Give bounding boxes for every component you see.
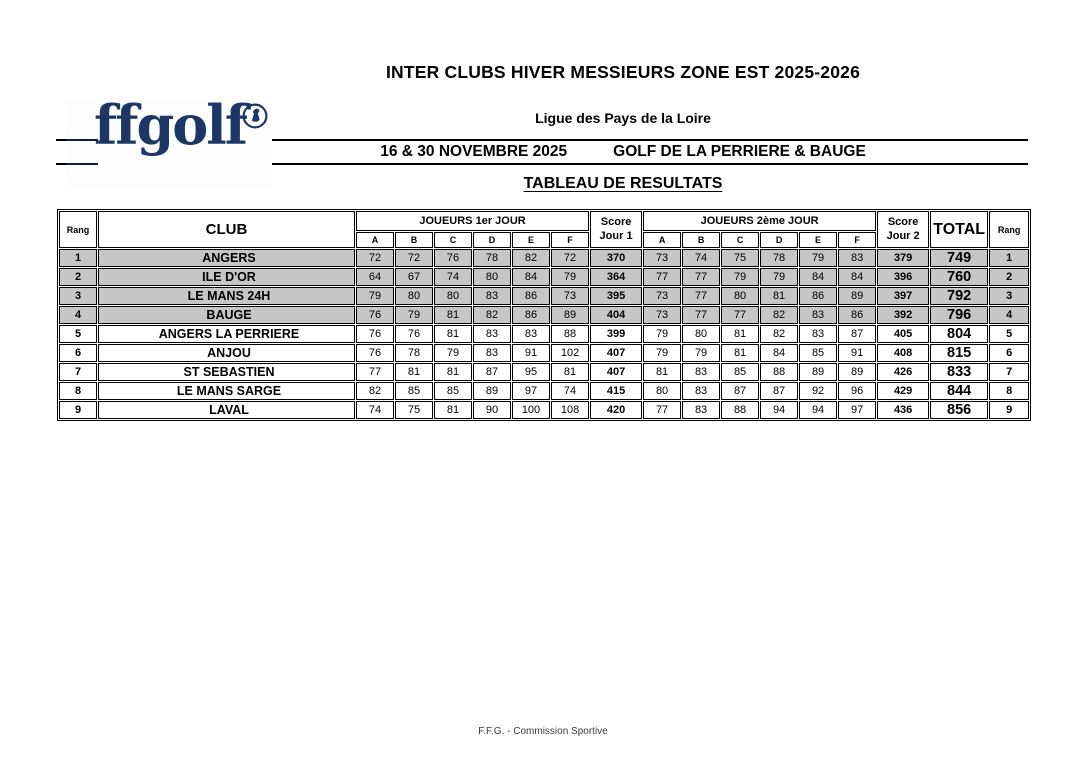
cell-day1-player-b: 72 bbox=[395, 249, 433, 267]
cell-day2-player-e: 89 bbox=[799, 363, 837, 381]
header-club: CLUB bbox=[98, 211, 355, 248]
cell-total: 833 bbox=[930, 363, 988, 381]
cell-day1-player-b: 76 bbox=[395, 325, 433, 343]
cell-score-day1: 370 bbox=[590, 249, 642, 267]
cell-day1-player-d: 82 bbox=[473, 306, 511, 324]
cell-day2-player-d: 84 bbox=[760, 344, 798, 362]
cell-day1-player-b: 85 bbox=[395, 382, 433, 400]
cell-rank: 8 bbox=[59, 382, 97, 400]
cell-day2-player-f: 86 bbox=[838, 306, 876, 324]
cell-day1-player-a: 72 bbox=[356, 249, 394, 267]
cell-day1-player-b: 81 bbox=[395, 363, 433, 381]
cell-day1-player-a: 64 bbox=[356, 268, 394, 286]
cell-rank: 4 bbox=[59, 306, 97, 324]
cell-day2-player-f: 84 bbox=[838, 268, 876, 286]
cell-day1-player-e: 100 bbox=[512, 401, 550, 419]
cell-total: 796 bbox=[930, 306, 988, 324]
cell-rank: 3 bbox=[59, 287, 97, 305]
cell-club-name: ST SEBASTIEN bbox=[98, 363, 355, 381]
cell-day1-player-c: 76 bbox=[434, 249, 472, 267]
cell-day2-player-a: 81 bbox=[643, 363, 681, 381]
cell-day1-player-d: 83 bbox=[473, 325, 511, 343]
cell-day2-player-a: 73 bbox=[643, 306, 681, 324]
cell-day1-player-a: 76 bbox=[356, 344, 394, 362]
cell-day2-player-d: 82 bbox=[760, 325, 798, 343]
cell-score-day1: 364 bbox=[590, 268, 642, 286]
cell-score-day2: 396 bbox=[877, 268, 929, 286]
cell-day2-player-c: 75 bbox=[721, 249, 759, 267]
cell-day1-player-e: 86 bbox=[512, 306, 550, 324]
cell-day2-player-c: 79 bbox=[721, 268, 759, 286]
cell-score-day2: 426 bbox=[877, 363, 929, 381]
cell-day1-player-f: 73 bbox=[551, 287, 589, 305]
cell-day2-player-d: 88 bbox=[760, 363, 798, 381]
cell-rank: 2 bbox=[59, 268, 97, 286]
cell-day2-player-d: 81 bbox=[760, 287, 798, 305]
cell-day2-player-d: 78 bbox=[760, 249, 798, 267]
registered-rooster-icon bbox=[242, 103, 268, 129]
cell-day2-player-f: 97 bbox=[838, 401, 876, 419]
cell-club-name: BAUGE bbox=[98, 306, 355, 324]
cell-rank-right: 2 bbox=[989, 268, 1029, 286]
ffgolf-logo-text: ffgolf bbox=[94, 93, 246, 157]
cell-total: 792 bbox=[930, 287, 988, 305]
cell-day2-player-c: 81 bbox=[721, 325, 759, 343]
cell-club-name: LE MANS 24H bbox=[98, 287, 355, 305]
event-venue: GOLF DE LA PERRIERE & BAUGE bbox=[613, 143, 866, 160]
cell-total: 749 bbox=[930, 249, 988, 267]
cell-total: 804 bbox=[930, 325, 988, 343]
cell-day2-player-b: 74 bbox=[682, 249, 720, 267]
cell-score-day1: 415 bbox=[590, 382, 642, 400]
cell-day2-player-d: 94 bbox=[760, 401, 798, 419]
cell-day2-player-d: 82 bbox=[760, 306, 798, 324]
cell-total: 856 bbox=[930, 401, 988, 419]
cell-day2-player-b: 77 bbox=[682, 306, 720, 324]
cell-day1-player-a: 74 bbox=[356, 401, 394, 419]
cell-club-name: LE MANS SARGE bbox=[98, 382, 355, 400]
cell-day2-player-a: 80 bbox=[643, 382, 681, 400]
table-row bbox=[59, 287, 1029, 305]
cell-day1-player-c: 79 bbox=[434, 344, 472, 362]
header-day2-group: JOUEURS 2ème JOUR bbox=[643, 211, 876, 231]
cell-day1-player-f: 108 bbox=[551, 401, 589, 419]
cell-club-name: LAVAL bbox=[98, 401, 355, 419]
cell-day1-player-f: 102 bbox=[551, 344, 589, 362]
table-row bbox=[59, 325, 1029, 343]
logo-line-decoration bbox=[66, 163, 98, 165]
cell-day1-player-c: 74 bbox=[434, 268, 472, 286]
cell-day2-player-e: 94 bbox=[799, 401, 837, 419]
cell-score-day1: 407 bbox=[590, 344, 642, 362]
cell-score-day2: 429 bbox=[877, 382, 929, 400]
cell-day2-player-c: 85 bbox=[721, 363, 759, 381]
cell-day1-player-e: 97 bbox=[512, 382, 550, 400]
cell-score-day1: 404 bbox=[590, 306, 642, 324]
cell-day1-player-d: 90 bbox=[473, 401, 511, 419]
results-tbody bbox=[59, 249, 1029, 419]
cell-day1-player-a: 79 bbox=[356, 287, 394, 305]
cell-day1-player-f: 79 bbox=[551, 268, 589, 286]
cell-day2-player-a: 73 bbox=[643, 249, 681, 267]
cell-day1-player-e: 95 bbox=[512, 363, 550, 381]
league-subtitle: Ligue des Pays de la Loire bbox=[535, 110, 711, 126]
cell-day2-player-e: 83 bbox=[799, 306, 837, 324]
cell-day2-player-c: 88 bbox=[721, 401, 759, 419]
header-player-d2: D bbox=[760, 232, 798, 248]
cell-day1-player-c: 81 bbox=[434, 325, 472, 343]
cell-day1-player-d: 83 bbox=[473, 287, 511, 305]
cell-rank: 1 bbox=[59, 249, 97, 267]
cell-rank-right: 1 bbox=[989, 249, 1029, 267]
cell-score-day2: 408 bbox=[877, 344, 929, 362]
cell-score-day1: 395 bbox=[590, 287, 642, 305]
cell-rank-right: 4 bbox=[989, 306, 1029, 324]
table-row bbox=[59, 306, 1029, 324]
cell-total: 815 bbox=[930, 344, 988, 362]
cell-score-day2: 392 bbox=[877, 306, 929, 324]
cell-rank-right: 8 bbox=[989, 382, 1029, 400]
cell-day1-player-a: 82 bbox=[356, 382, 394, 400]
cell-day2-player-f: 96 bbox=[838, 382, 876, 400]
header-player-a2: A bbox=[643, 232, 681, 248]
cell-day2-player-b: 83 bbox=[682, 401, 720, 419]
cell-day2-player-a: 77 bbox=[643, 268, 681, 286]
cell-day2-player-f: 89 bbox=[838, 287, 876, 305]
cell-total: 844 bbox=[930, 382, 988, 400]
cell-day2-player-c: 77 bbox=[721, 306, 759, 324]
cell-club-name: ANGERS LA PERRIERE bbox=[98, 325, 355, 343]
cell-day2-player-f: 89 bbox=[838, 363, 876, 381]
header-player-d1: D bbox=[473, 232, 511, 248]
cell-day1-player-b: 67 bbox=[395, 268, 433, 286]
cell-day2-player-d: 87 bbox=[760, 382, 798, 400]
cell-score-day2: 436 bbox=[877, 401, 929, 419]
cell-day2-player-e: 85 bbox=[799, 344, 837, 362]
cell-day1-player-b: 78 bbox=[395, 344, 433, 362]
cell-day2-player-a: 73 bbox=[643, 287, 681, 305]
cell-day1-player-d: 87 bbox=[473, 363, 511, 381]
cell-rank: 6 bbox=[59, 344, 97, 362]
cell-day1-player-a: 76 bbox=[356, 325, 394, 343]
cell-day2-player-a: 79 bbox=[643, 344, 681, 362]
table-row bbox=[59, 401, 1029, 419]
cell-day2-player-c: 87 bbox=[721, 382, 759, 400]
cell-day1-player-e: 91 bbox=[512, 344, 550, 362]
cell-day1-player-f: 74 bbox=[551, 382, 589, 400]
cell-day2-player-b: 77 bbox=[682, 268, 720, 286]
cell-day1-player-f: 89 bbox=[551, 306, 589, 324]
cell-day1-player-c: 81 bbox=[434, 363, 472, 381]
cell-day2-player-e: 84 bbox=[799, 268, 837, 286]
results-table bbox=[57, 209, 1031, 421]
cell-day1-player-d: 80 bbox=[473, 268, 511, 286]
cell-day1-player-d: 89 bbox=[473, 382, 511, 400]
footer-text: F.F.G. - Commission Sportive bbox=[478, 726, 608, 737]
table-row bbox=[59, 344, 1029, 362]
cell-day2-player-a: 79 bbox=[643, 325, 681, 343]
header-player-a1: A bbox=[356, 232, 394, 248]
cell-club-name: ANGERS bbox=[98, 249, 355, 267]
header-rank: Rang bbox=[59, 211, 97, 248]
table-row bbox=[59, 249, 1029, 267]
cell-rank-right: 7 bbox=[989, 363, 1029, 381]
cell-day1-player-b: 79 bbox=[395, 306, 433, 324]
cell-rank-right: 6 bbox=[989, 344, 1029, 362]
header-total: TOTAL bbox=[930, 211, 988, 248]
cell-day2-player-b: 83 bbox=[682, 363, 720, 381]
cell-day1-player-d: 78 bbox=[473, 249, 511, 267]
cell-day1-player-e: 86 bbox=[512, 287, 550, 305]
cell-day1-player-b: 80 bbox=[395, 287, 433, 305]
table-row bbox=[59, 363, 1029, 381]
cell-day1-player-c: 81 bbox=[434, 306, 472, 324]
cell-day1-player-f: 72 bbox=[551, 249, 589, 267]
cell-day1-player-d: 83 bbox=[473, 344, 511, 362]
header-player-c1: C bbox=[434, 232, 472, 248]
table-title: TABLEAU DE RESULTATS bbox=[523, 175, 723, 192]
header-player-b2: B bbox=[682, 232, 720, 248]
cell-day2-player-f: 91 bbox=[838, 344, 876, 362]
header-player-e2: E bbox=[799, 232, 837, 248]
header-player-f1: F bbox=[551, 232, 589, 248]
cell-rank: 7 bbox=[59, 363, 97, 381]
cell-day1-player-c: 80 bbox=[434, 287, 472, 305]
cell-day2-player-e: 79 bbox=[799, 249, 837, 267]
cell-day1-player-f: 81 bbox=[551, 363, 589, 381]
cell-day1-player-e: 84 bbox=[512, 268, 550, 286]
cell-day1-player-b: 75 bbox=[395, 401, 433, 419]
table-row bbox=[59, 382, 1029, 400]
cell-day1-player-c: 81 bbox=[434, 401, 472, 419]
cell-day2-player-b: 80 bbox=[682, 325, 720, 343]
cell-day2-player-e: 86 bbox=[799, 287, 837, 305]
cell-day2-player-b: 77 bbox=[682, 287, 720, 305]
cell-day2-player-b: 83 bbox=[682, 382, 720, 400]
cell-score-day1: 420 bbox=[590, 401, 642, 419]
event-date-venue bbox=[160, 143, 1086, 161]
cell-score-day2: 379 bbox=[877, 249, 929, 267]
cell-day1-player-a: 77 bbox=[356, 363, 394, 381]
cell-day2-player-c: 80 bbox=[721, 287, 759, 305]
header-rank-right: Rang bbox=[989, 211, 1029, 248]
header-player-b1: B bbox=[395, 232, 433, 248]
cell-score-day2: 405 bbox=[877, 325, 929, 343]
cell-rank: 5 bbox=[59, 325, 97, 343]
cell-rank-right: 9 bbox=[989, 401, 1029, 419]
cell-score-day2: 397 bbox=[877, 287, 929, 305]
cell-rank: 9 bbox=[59, 401, 97, 419]
ffgolf-logo bbox=[66, 93, 272, 188]
cell-day2-player-e: 83 bbox=[799, 325, 837, 343]
header-day1-group: JOUEURS 1er JOUR bbox=[356, 211, 589, 231]
header-score-day1: Score Jour 1 bbox=[590, 211, 642, 248]
cell-club-name: ANJOU bbox=[98, 344, 355, 362]
page-title: INTER CLUBS HIVER MESSIEURS ZONE EST 2025-2026 bbox=[385, 62, 861, 82]
cell-day2-player-d: 79 bbox=[760, 268, 798, 286]
cell-day2-player-b: 79 bbox=[682, 344, 720, 362]
header-player-e1: E bbox=[512, 232, 550, 248]
cell-rank-right: 3 bbox=[989, 287, 1029, 305]
cell-day2-player-c: 81 bbox=[721, 344, 759, 362]
cell-score-day1: 407 bbox=[590, 363, 642, 381]
cell-score-day1: 399 bbox=[590, 325, 642, 343]
cell-total: 760 bbox=[930, 268, 988, 286]
header-score-day2: Score Jour 2 bbox=[877, 211, 929, 248]
cell-day2-player-f: 83 bbox=[838, 249, 876, 267]
cell-day2-player-e: 92 bbox=[799, 382, 837, 400]
header-player-f2: F bbox=[838, 232, 876, 248]
cell-day2-player-a: 77 bbox=[643, 401, 681, 419]
cell-day2-player-f: 87 bbox=[838, 325, 876, 343]
cell-day1-player-f: 88 bbox=[551, 325, 589, 343]
event-dates: 16 & 30 NOVEMBRE 2025 bbox=[380, 143, 568, 160]
cell-rank-right: 5 bbox=[989, 325, 1029, 343]
cell-day1-player-c: 85 bbox=[434, 382, 472, 400]
cell-day1-player-a: 76 bbox=[356, 306, 394, 324]
header-player-c2: C bbox=[721, 232, 759, 248]
cell-day1-player-e: 83 bbox=[512, 325, 550, 343]
table-row bbox=[59, 268, 1029, 286]
cell-club-name: ILE D'OR bbox=[98, 268, 355, 286]
cell-day1-player-e: 82 bbox=[512, 249, 550, 267]
